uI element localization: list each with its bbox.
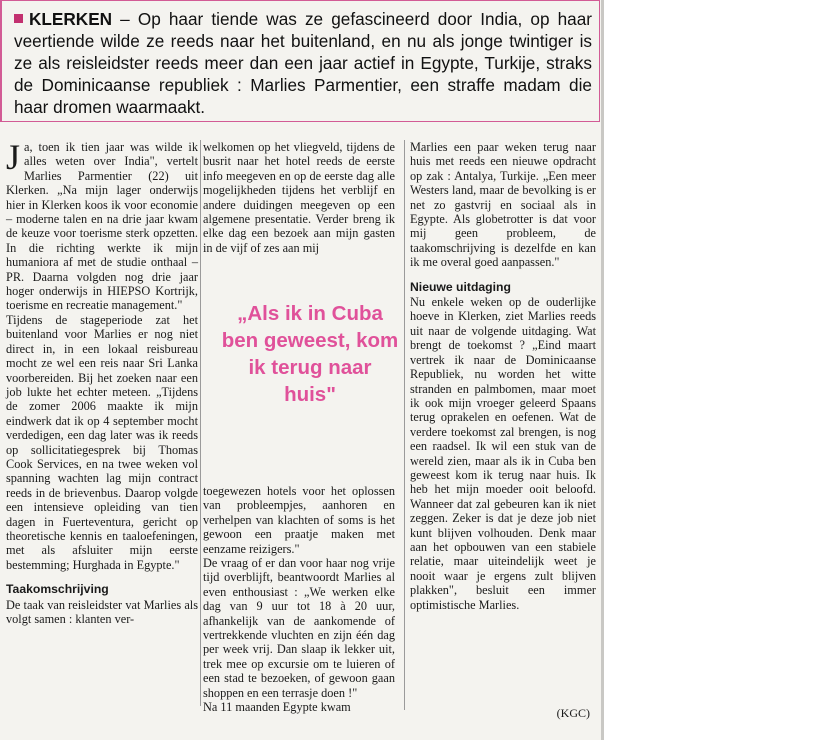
column-2-bottom — [203, 484, 395, 715]
col1-paragraph-1: a, toen ik tien jaar was wilde ik alles weten over India", vertelt Marlies Parmentier (22) uit Klerken. „Na mijn lager onderwijs hier in Klerken koos ik voor economie – moderne talen en na drie jaar kwam de keuze voor toerisme sterk opzetten. In die richting werkte ik mijn humaniora af met de studie onthaal – PR. Daarna volgden nog drie jaar hoger onderwijs in HIEPSO Kortrijk, toerisme en recreatie management." — [6, 140, 198, 313]
col2-paragraph-2: toegewezen hotels voor het oplossen van probleempjes, aanhoren en verhelpen van klachten of soms is het gewoon een praatje maken met eenzame reizigers." — [203, 484, 395, 556]
subheading-nieuwe-uitdaging: Nieuwe uitdaging — [410, 279, 511, 294]
col1-paragraph-2: Tijdens de stageperiode zat het buitenland voor Marlies er nog niet direct in, in een lokaal reisbureau mocht ze wel een reis naar Sri Lanka voorbereiden. Bij het zoeken naar een job lukte het echter meteen. „Tijdens de zomer 2006 maakte ik mijn eindwerk dat ik op 4 september mocht verdedigen, een dag later was ik reeds op sollicitatiegesprek bij Thomas Cook Services, en na twee weken vol spanning wachten lag mijn contract reeds in de brievenbus. Daarop volgde een intensieve opleiding van tien dagen in Fuerteventura, gericht op theoretische kennis en taaloefeningen, met als afsluiter mijn eerste bestemming; Hurghada in Egypte." — [6, 312, 198, 572]
column-divider-1 — [200, 140, 201, 706]
clipping-edge — [601, 0, 604, 740]
column-3 — [410, 140, 596, 612]
intro-paragraph — [14, 8, 592, 118]
col2-paragraph-4: Na 11 maanden Egypte kwam — [203, 700, 351, 715]
pull-quote: „Als ik in Cuba ben geweest, kom ik terug naar huis" — [221, 302, 399, 406]
col1-paragraph-3: De taak van reisleidster vat Marlies als volgt samen : klanten ver- — [6, 597, 198, 626]
column-divider-2 — [404, 140, 405, 710]
drop-cap: J — [6, 137, 21, 177]
subheading-taakomschrijving: Taakomschrijving — [6, 582, 109, 597]
column-2-top — [203, 140, 395, 255]
intro-text: – Op haar tiende was ze gefascineerd door India, op haar veertiende wilde ze reeds naar het buitenland, en nu als jonge twintiger is ze als reisleidster reeds meer dan een jaar actief in Egypte, Turkije, straks de Dominicaanse republiek : Marlies Parmentier, een straffe madam die haar dromen waarmaakt. — [14, 9, 592, 117]
col3-paragraph-2: Nu enkele weken op de ouderlijke hoeve in Klerken, ziet Marlies reeds uit naar de volgende uitdaging. Wat brengt de toekomst ? „Eind maart vertrek ik naar de Dominicaanse Republiek, nu worden het witte stranden en palmbomen, maar moet ik ook mijn vroeger geleerd Spaans terug oprakelen en oefenen. Wat de verdere toekomst zal brengen, is nog een raadsel. Ik wil een stuk van de wereld zien, maar als ik in Cuba ben geweest kom ik terug naar huis. Ik heb het mijn moeder ooit beloofd. Wanneer dat zal gebeuren kan ik niet zeggen. Zeker is dat je deze job niet kunt blijven volhouden. Denk maar aan het opbouwen van een stabiele relatie, maar uiteindelijk weet je nooit waar je ergens zult blijven plakken", besluit een immer optimistische Marlies. — [410, 295, 596, 612]
col3-paragraph-1: Marlies een paar weken terug naar huis met reeds een nieuwe opdracht op zak : Antalya, Turkije. „Een meer Westers land, maar de bevolking is er net zo gastvrij en sociaal als in Egypte. Als globetrotter is dat voor mij geen probleem, de taakomschrijving is dezelfde en kan ik me overal goed aanpassen." — [410, 140, 596, 270]
author-credit: (KGC) — [556, 706, 590, 720]
col2-paragraph-3: De vraag of er dan voor haar nog vrije tijd overblijft, beantwoordt Marlies al even enthousiast : „We werken elke dag van 9 uur tot 18 à 20 uur, afhankelijk van de aankomende of vertrekkende vluchten en zijn één dag per week vrij. Dan slaap ik lekker uit, trek mee op excursie om te luieren of een stad te bezoeken, of gewoon gaan shoppen en een terrasje doen !" — [203, 556, 395, 700]
column-1 — [6, 137, 198, 626]
bullet-square-icon — [14, 14, 23, 23]
col2-paragraph-1: welkomen op het vliegveld, tijdens de busrit naar het hotel reeds de eerste info meegeven en op de eerste dag alle mogelijkheden tijdens het verblijf en andere duidingen meegeven op een algemene presentatie. Verder breng ik elke dag een bezoek aan mijn gasten in de vijf of zes aan mij — [203, 140, 395, 255]
intro-keyword: KLERKEN — [29, 9, 113, 29]
